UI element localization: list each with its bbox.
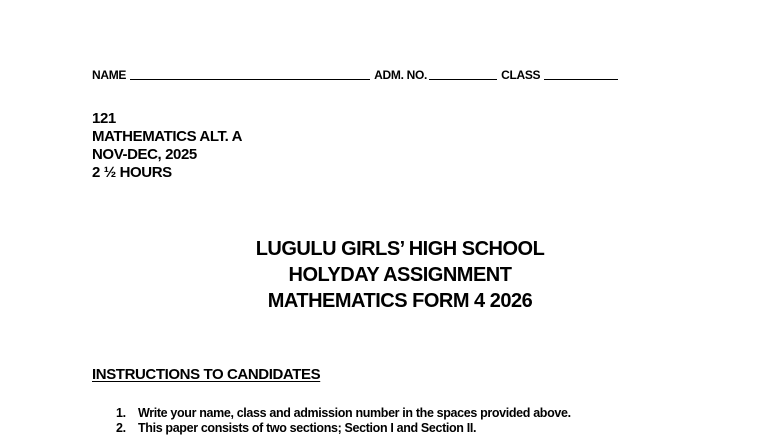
paper-session: NOV-DEC, 2025 bbox=[92, 146, 197, 163]
school-name: LUGULU GIRLS’ HIGH SCHOOL bbox=[255, 238, 545, 260]
instruction-item bbox=[116, 421, 571, 436]
paper-info-block bbox=[92, 110, 242, 182]
class-blank-line bbox=[544, 67, 618, 80]
instruction-text: This paper consists of two sections; Section I and Section II. bbox=[138, 421, 477, 435]
paper-code: 121 bbox=[92, 110, 116, 127]
paper-duration: 2 ½ HOURS bbox=[92, 164, 172, 181]
paper-subject: MATHEMATICS ALT. A bbox=[92, 128, 242, 145]
instruction-number: 2. bbox=[116, 421, 126, 435]
instructions-heading: INSTRUCTIONS TO CANDIDATES bbox=[92, 366, 321, 383]
class-label: CLASS bbox=[501, 68, 541, 82]
instruction-number: 1. bbox=[116, 406, 126, 420]
adm-no-blank-line bbox=[429, 67, 497, 80]
instruction-text: Write your name, class and admission number in the spaces provided above. bbox=[138, 406, 571, 420]
name-label: NAME bbox=[92, 68, 127, 82]
adm-no-label: ADM. NO. bbox=[374, 68, 428, 82]
instructions-list bbox=[116, 406, 571, 436]
subject-form-title: MATHEMATICS FORM 4 2026 bbox=[267, 290, 533, 312]
name-blank-line bbox=[130, 67, 370, 80]
candidate-details-row bbox=[92, 66, 618, 82]
assignment-title: HOLYDAY ASSIGNMENT bbox=[288, 264, 512, 286]
instruction-item bbox=[116, 406, 571, 421]
title-block bbox=[200, 236, 600, 314]
